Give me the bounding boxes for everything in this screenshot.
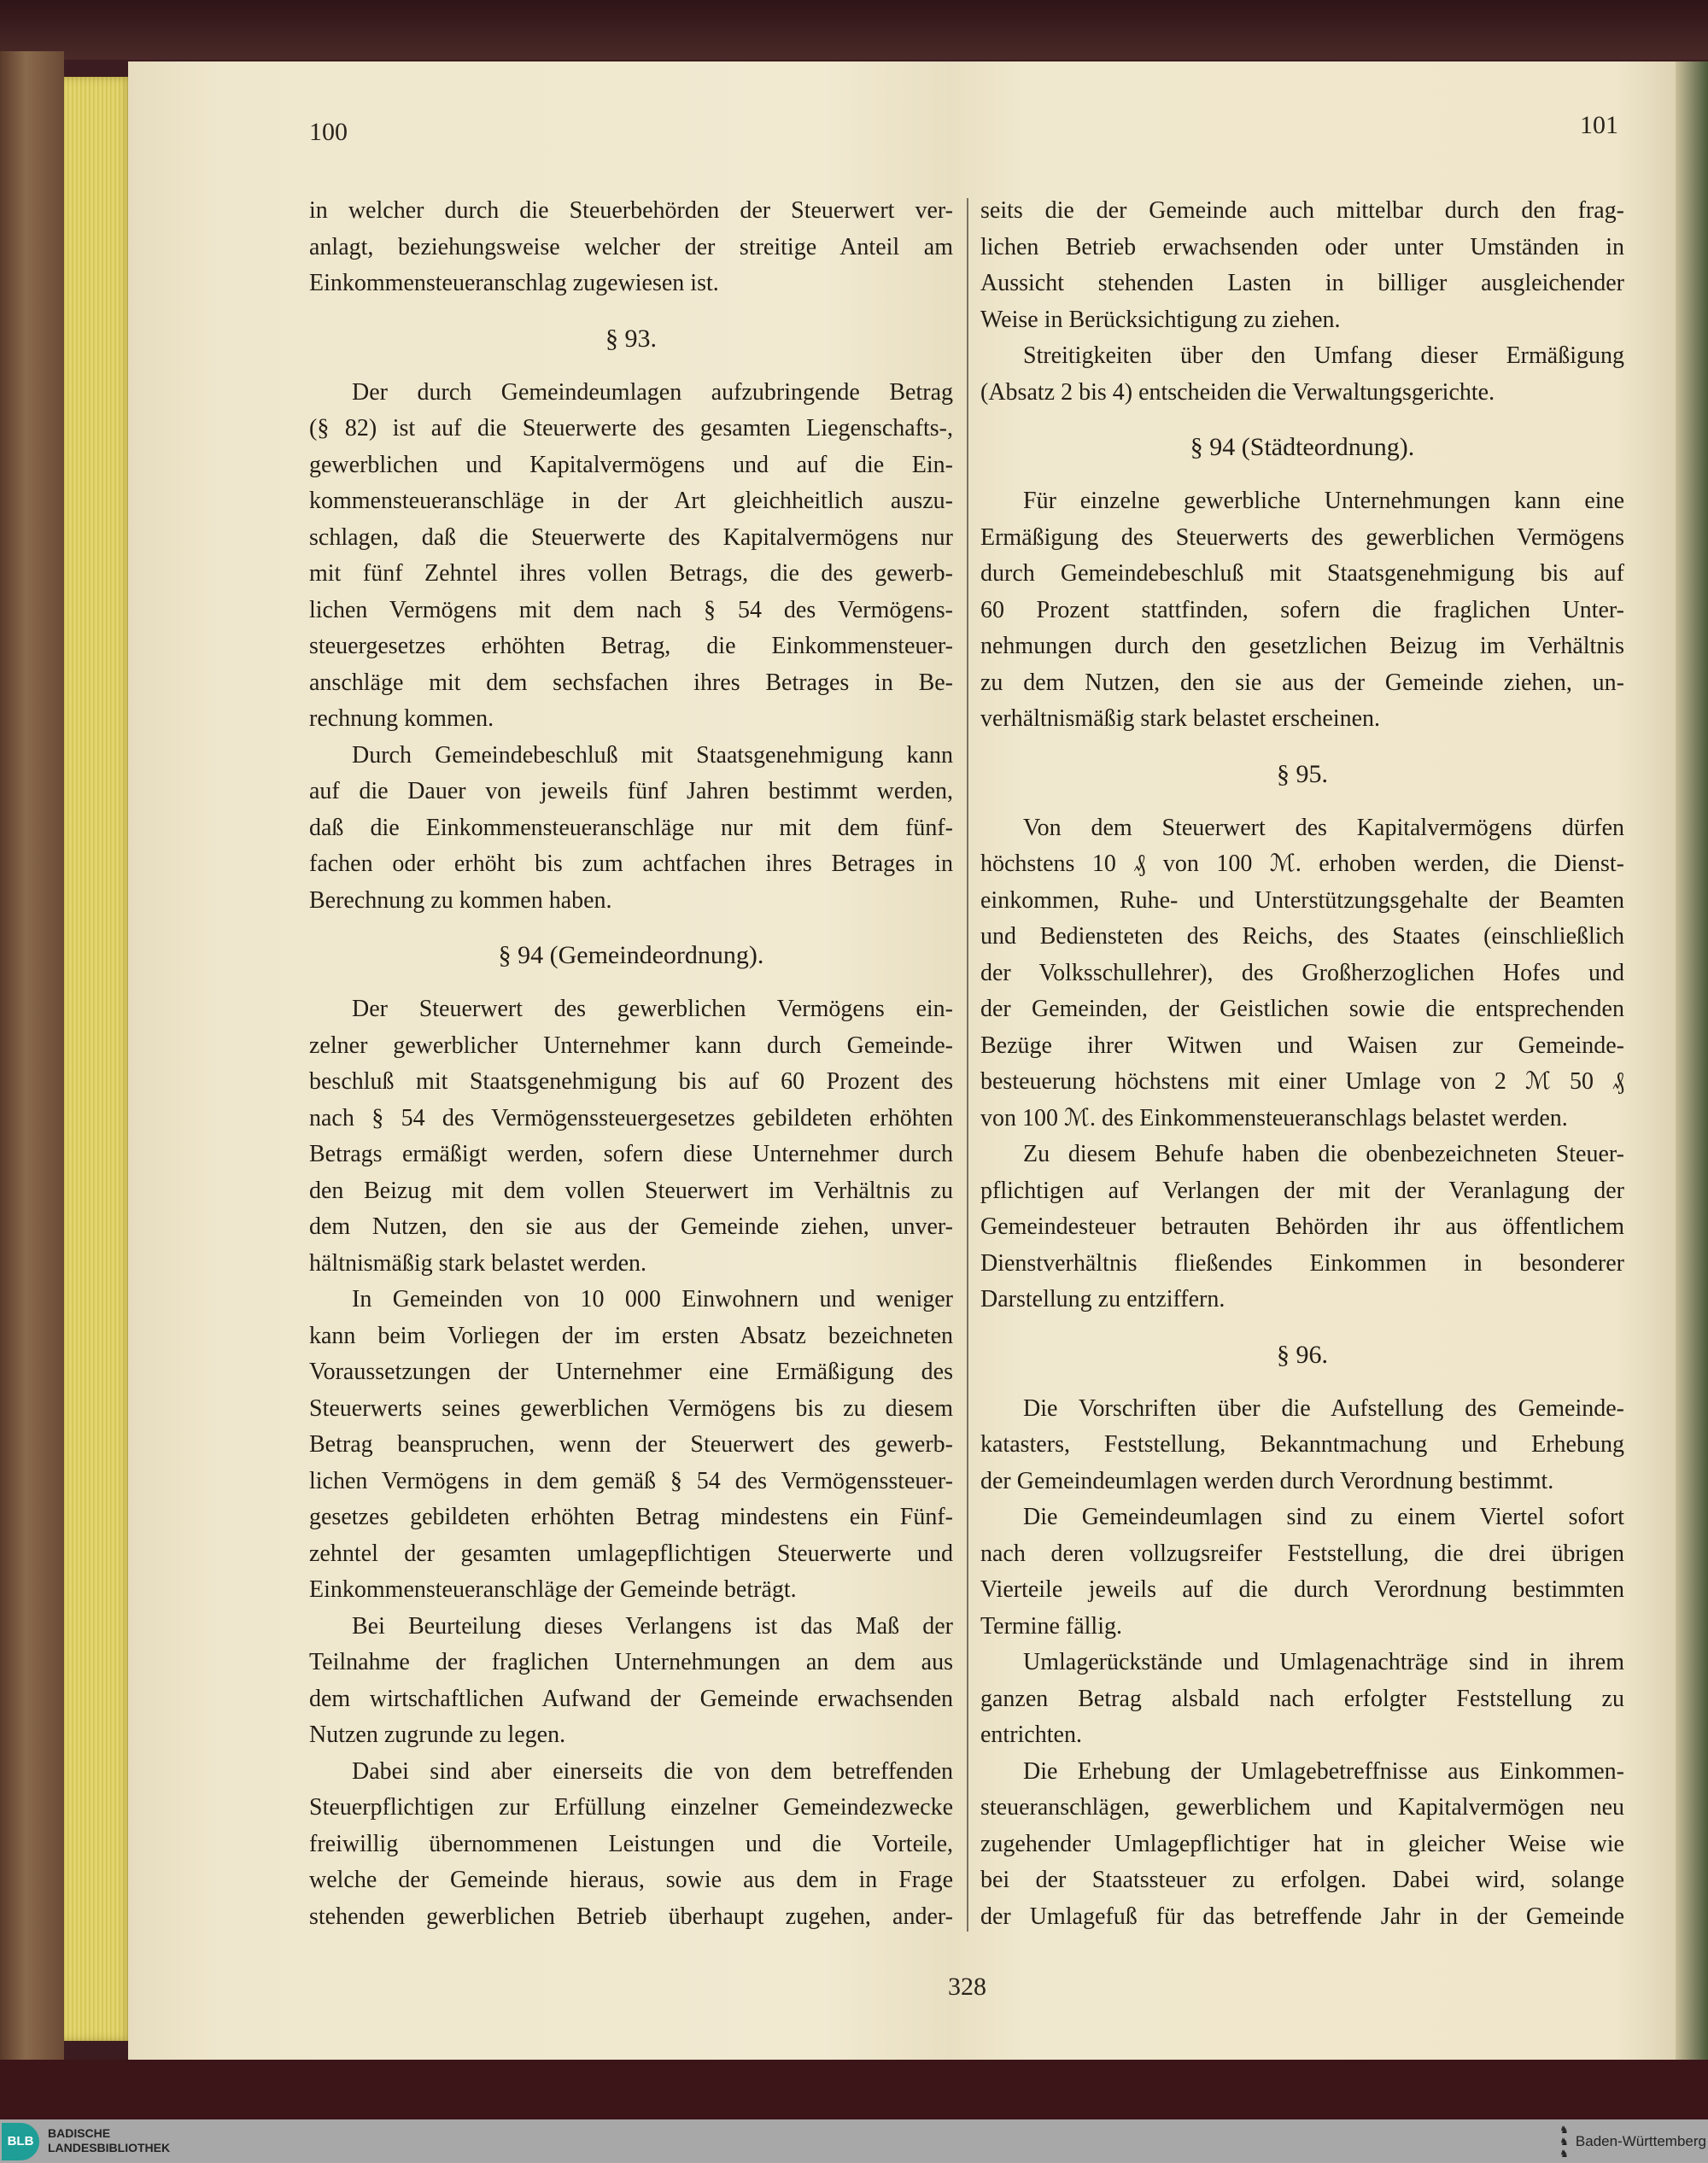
text-line: anlagt, beziehungsweise welcher der streitige Anteil am bbox=[309, 233, 953, 260]
text-line: schlagen, daß die Steuerwerte des Kapitalvermögens nur bbox=[309, 523, 953, 551]
text-line: Bezüge ihrer Witwen und Waisen zur Gemeinde- bbox=[980, 1032, 1624, 1059]
text-line: anschläge mit dem sechsfachen ihres Betrages in Be- bbox=[309, 669, 953, 696]
right-text-column bbox=[980, 193, 1624, 1935]
left-text-column bbox=[309, 193, 953, 1935]
text-line: nach deren vollzugsreifer Feststellung, die drei übrigen bbox=[980, 1540, 1624, 1567]
text-line: Von dem Steuerwert des Kapitalvermögens dürfen bbox=[1023, 814, 1624, 841]
text-line: welche der Gemeinde hieraus, sowie aus dem in Frage bbox=[309, 1867, 953, 1893]
text-line: Die Erhebung der Umlagebetreffnisse aus Einkommen- bbox=[1023, 1757, 1624, 1785]
text-line: Berechnung zu kommen haben. bbox=[309, 886, 612, 914]
text-line: Dienstverhältnis fließendes Einkommen in besonderer bbox=[980, 1249, 1624, 1277]
text-line: nach § 54 des Vermögenssteuergesetzes gebildeten erhöhten bbox=[309, 1104, 953, 1131]
text-line: dem wirtschaftlichen Aufwand der Gemeinde erwachsenden bbox=[309, 1685, 953, 1712]
book-right-edge bbox=[1676, 61, 1708, 2060]
text-line: in welcher durch die Steuerbehörden der Steuerwert ver- bbox=[309, 197, 953, 224]
text-line: Betrag beanspruchen, wenn der Steuerwert des gewerb- bbox=[309, 1431, 953, 1458]
text-line: pflichtigen auf Verlangen der mit der Veranlagung der bbox=[980, 1177, 1624, 1204]
library-name bbox=[48, 2126, 170, 2155]
paragraph bbox=[309, 991, 953, 1282]
section-heading: § 95. bbox=[1277, 759, 1328, 788]
paragraph bbox=[980, 193, 1624, 338]
text-line: der Gemeindeumlagen werden durch Verordnung bestimmt. bbox=[980, 1467, 1554, 1494]
section-heading: § 93. bbox=[605, 324, 657, 353]
text-line: Ermäßigung des Steuerwerts des gewerblichen Vermögens bbox=[980, 523, 1624, 551]
text-line: entrichten. bbox=[980, 1722, 1082, 1748]
text-line: steueranschlägen, gewerblichem und Kapitalvermögen neu bbox=[980, 1794, 1624, 1821]
text-line: Zu diesem Behufe haben die obenbezeichneten Steuer- bbox=[1023, 1141, 1624, 1167]
section-heading: § 94 (Städteordnung). bbox=[1190, 433, 1415, 461]
text-line: Weise in Berücksichtigung zu ziehen. bbox=[980, 306, 1341, 333]
paragraph bbox=[309, 738, 953, 920]
text-line: Darstellung zu entziffern. bbox=[980, 1286, 1225, 1312]
text-line: daß die Einkommensteueranschläge nur mit dem fünf- bbox=[309, 814, 953, 841]
text-line: katasters, Feststellung, Bekanntmachung und Erhebung bbox=[980, 1431, 1624, 1458]
section-heading: § 96. bbox=[1277, 1340, 1328, 1369]
text-line: Der Steuerwert des gewerblichen Vermögens ein- bbox=[352, 996, 953, 1022]
text-line: Steuerwerts seines gewerblichen Vermögens bis zu diesem bbox=[309, 1394, 953, 1422]
text-line: Der durch Gemeindeumlagen aufzubringende Betrag bbox=[352, 378, 953, 406]
column-divider bbox=[967, 198, 968, 1932]
text-line: Einkommensteueranschläge der Gemeinde beträgt. bbox=[309, 1576, 797, 1603]
text-line: der Gemeinden, der Geistlichen sowie die entsprechenden bbox=[980, 996, 1624, 1022]
text-line: Umlagerückstände und Umlagenachträge sind in ihrem bbox=[1023, 1649, 1624, 1675]
text-line: der Volksschullehrer), des Großherzoglichen Hofes und bbox=[980, 959, 1624, 986]
text-line: Die Gemeindeumlagen sind zu einem Viertel sofort bbox=[1023, 1504, 1624, 1530]
text-line: lichen Vermögens in dem gemäß § 54 des Vermögenssteuer- bbox=[309, 1467, 953, 1494]
library-name-line2: LANDESBIBLIOTHEK bbox=[48, 2141, 171, 2154]
blb-logo[interactable]: BLB bbox=[2, 2123, 39, 2160]
library-name-line1: BADISCHE bbox=[48, 2126, 111, 2140]
page-number-bottom: 328 bbox=[948, 1973, 986, 2001]
text-line: hältnismäßig stark belastet werden. bbox=[309, 1249, 646, 1277]
text-line: Streitigkeiten über den Umfang dieser Ermäßigung bbox=[1023, 342, 1624, 369]
text-line: bei der Staatssteuer zu erfolgen. Dabei wird, solange bbox=[980, 1867, 1624, 1893]
text-line: Für einzelne gewerbliche Unternehmungen kann eine bbox=[1023, 488, 1624, 514]
text-line: verhältnismäßig stark belastet erscheinen. bbox=[980, 705, 1381, 732]
text-line: zehntel der gesamten umlagepflichtigen Steuerwerte und bbox=[309, 1540, 953, 1567]
text-line: Teilnahme der fraglichen Unternehmungen an dem aus bbox=[309, 1649, 953, 1675]
text-line: Einkommensteueranschlag zugewiesen ist. bbox=[309, 270, 719, 296]
text-line: dem Nutzen, den sie aus der Gemeinde ziehen, unver- bbox=[309, 1213, 953, 1240]
text-line: Aussicht stehenden Lasten in billiger ausgleichender bbox=[980, 270, 1624, 296]
text-line: kann beim Vorliegen der im ersten Absatz bezeichneten bbox=[309, 1322, 953, 1349]
text-line: von 100 ℳ. des Einkommensteueranschlags belastet werden. bbox=[980, 1104, 1568, 1131]
lions-icon: ♞ ♞ ♞ bbox=[1559, 2124, 1569, 2160]
baden-wuerttemberg-logo[interactable] bbox=[1559, 2123, 1706, 2160]
text-line: einkommen, Ruhe- und Unterstützungsgehalte der Beamten bbox=[980, 886, 1624, 914]
text-line: den Beizug mit dem vollen Steuerwert im Verhältnis zu bbox=[309, 1177, 953, 1204]
section-heading: § 94 (Gemeindeordnung). bbox=[498, 941, 764, 969]
paragraph bbox=[980, 1754, 1624, 1936]
text-line: (§ 82) ist auf die Steuerwerte des gesamten Liegenschafts-, bbox=[309, 415, 953, 441]
text-line: kommensteueranschläge in der Art gleichheitlich auszu- bbox=[309, 488, 953, 514]
text-line: Nutzen zugrunde zu legen. bbox=[309, 1722, 566, 1748]
text-line: Termine fällig. bbox=[980, 1612, 1122, 1640]
text-line: lichen Vermögens mit dem nach § 54 des Vermögens- bbox=[309, 596, 953, 623]
text-line: auf die Dauer von jeweils fünf Jahren bestimmt werden, bbox=[309, 778, 953, 804]
paragraph bbox=[309, 193, 953, 302]
text-line: gewerblichen und Kapitalvermögens und auf die Ein- bbox=[309, 451, 953, 478]
text-line: freiwillig übernommenen Leistungen und die Vorteile, bbox=[309, 1830, 953, 1857]
paragraph bbox=[980, 1137, 1624, 1318]
text-line: Gemeindesteuer betrauten Behörden ihr aus öffentlichem bbox=[980, 1213, 1624, 1240]
paragraph bbox=[980, 483, 1624, 738]
text-line: zu dem Nutzen, den sie aus der Gemeinde ziehen, un- bbox=[980, 669, 1624, 696]
text-line: Die Vorschriften über die Aufstellung des Gemeinde- bbox=[1023, 1394, 1624, 1422]
paragraph bbox=[309, 1754, 953, 1936]
page-number-right: 101 bbox=[1580, 111, 1618, 139]
paragraph bbox=[980, 1499, 1624, 1645]
text-line: lichen Betrieb erwachsenden oder unter Umständen in bbox=[980, 233, 1624, 260]
text-line: Steuerpflichtigen zur Erfüllung einzelner Gemeindezwecke bbox=[309, 1794, 953, 1821]
paragraph bbox=[980, 1645, 1624, 1754]
text-line: der Umlagefuß für das betreffende Jahr in der Gemeinde bbox=[980, 1903, 1624, 1930]
text-line: höchstens 10 ₰ von 100 ℳ. erhoben werden, die Dienst- bbox=[980, 851, 1624, 877]
text-line: (Absatz 2 bis 4) entscheiden die Verwaltungsgerichte. bbox=[980, 378, 1495, 406]
paragraph bbox=[980, 810, 1624, 1137]
text-line: In Gemeinden von 10 000 Einwohnern und weniger bbox=[352, 1286, 953, 1312]
book-cover-edge bbox=[0, 51, 64, 2119]
text-line: Dabei sind aber einerseits die von dem betreffenden bbox=[352, 1757, 953, 1785]
text-line: Vierteile jeweils auf die durch Verordnung bestimmten bbox=[980, 1576, 1624, 1603]
text-line: Voraussetzungen der Unternehmer eine Ermäßigung des bbox=[309, 1359, 953, 1385]
text-line: Betrags ermäßigt werden, sofern diese Unternehmer durch bbox=[309, 1141, 953, 1167]
text-line: zelner gewerblicher Unternehmer kann durch Gemeinde- bbox=[309, 1032, 953, 1059]
text-line: durch Gemeindebeschluß mit Staatsgenehmigung bis auf bbox=[980, 560, 1624, 587]
book-cover-top bbox=[0, 0, 1708, 60]
text-line: und Bediensteten des Reichs, des Staates (einschließlich bbox=[980, 923, 1624, 950]
paragraph bbox=[309, 375, 953, 738]
book-cover-bottom bbox=[0, 2060, 1708, 2119]
text-line: ganzen Betrag alsbald nach erfolgter Feststellung zu bbox=[980, 1685, 1624, 1712]
text-line: fachen oder erhöht bis zum achtfachen ihres Betrages in bbox=[309, 851, 953, 877]
text-line: zugehender Umlagepflichtiger hat in gleicher Weise wie bbox=[980, 1830, 1624, 1857]
paragraph bbox=[309, 1282, 953, 1609]
paragraph bbox=[309, 1609, 953, 1754]
text-line: Durch Gemeindebeschluß mit Staatsgenehmigung kann bbox=[352, 741, 953, 769]
text-line: besteuerung höchstens mit einer Umlage von 2 ℳ 50 ₰ bbox=[980, 1068, 1624, 1095]
state-label: Baden-Württemberg bbox=[1575, 2133, 1706, 2149]
paragraph bbox=[980, 338, 1624, 411]
text-line: seits die der Gemeinde auch mittelbar durch den frag- bbox=[980, 197, 1624, 224]
text-line: gesetzes gebildeten erhöhten Betrag mindestens ein Fünf- bbox=[309, 1504, 953, 1530]
page-edges bbox=[64, 77, 132, 2041]
text-line: stehenden gewerblichen Betrieb überhaupt zugehen, ander- bbox=[309, 1903, 953, 1930]
text-line: steuergesetzes erhöhten Betrag, die Einkommensteuer- bbox=[309, 633, 953, 659]
library-footer bbox=[0, 2119, 1708, 2163]
text-line: rechnung kommen. bbox=[309, 705, 494, 732]
text-line: nehmungen durch den gesetzlichen Beizug im Verhältnis bbox=[980, 633, 1624, 659]
text-line: beschluß mit Staatsgenehmigung bis auf 60 Prozent des bbox=[309, 1068, 953, 1095]
text-line: mit fünf Zehntel ihres vollen Betrags, die des gewerb- bbox=[309, 560, 953, 587]
text-line: 60 Prozent stattfinden, sofern die fraglichen Unter- bbox=[980, 596, 1624, 623]
text-line: Bei Beurteilung dieses Verlangens ist das Maß der bbox=[352, 1612, 953, 1640]
page-number-left: 100 bbox=[309, 118, 348, 146]
paragraph bbox=[980, 1391, 1624, 1500]
